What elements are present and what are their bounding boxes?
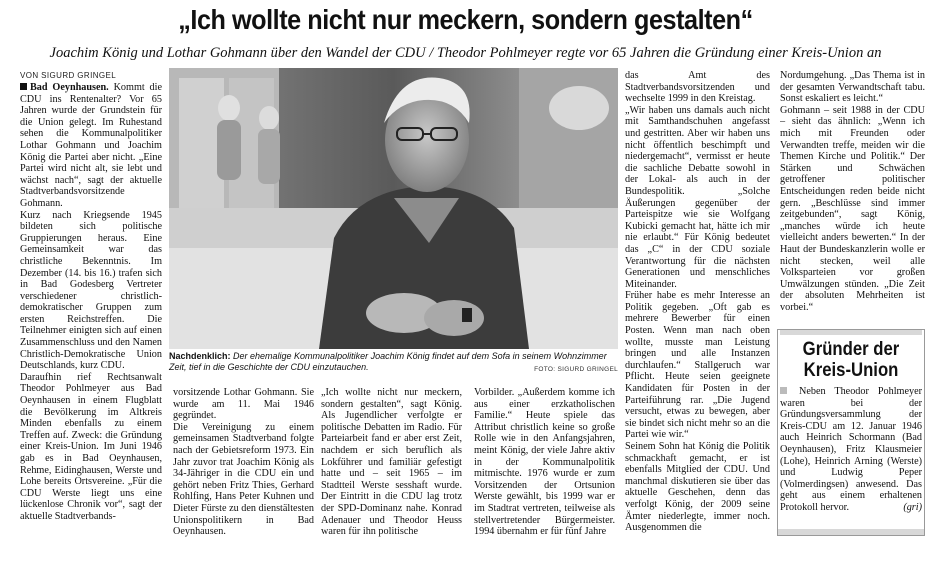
infobox (777, 329, 925, 536)
article-subheadline: Joachim König und Lothar Gohmann über den Wandel der CDU / Theodor Pohlmeyer regte vor 65 Jahren die Gründung einer Kreis-Union an (49, 45, 882, 61)
infobox-bottom-rule (778, 529, 924, 535)
photo-man-on-sofa (169, 68, 618, 349)
article-column-6: Nordumgehung. „Das Thema ist in der gesamten Verwandtschaft tabu. Sonst eskaliert es leicht.“ Gohmann – seit 1988 in der CDU – sieht das ähnlich: „Wenn ich mich mit Freunden oder Verwandten treffe, meiden wir die Themen Kirche und Politik.“ Der Stärken und Schwächen getroffener politischer Entscheidungen reden beide nicht gern. „Beschlüsse sind immer zeitgebunden“, sagt König, „manches würde ich heute vielleicht anders bewerten.“ In der Haut der Bundeskanzlerin wolle er nicht stecken, weil alle Volksparteien vor großen Umwälzungen stünden. „Die Zeit der absoluten Mehrheiten ist vorbei.“ (780, 70, 925, 313)
article-column-2: vorsitzende Lothar Gohmann. Sie wurde am 11. Mai 1946 gegründet. Die Vereinigung zu einem gemeinsamen Stadtverband folgte nach der Gebietsreform 1973. Ein Jahr zuvor trat Joachim König als 34-Jähriger in die CDU ein und gehört neben Fritz Thies, Gerhard Rohlfing, Hans Peter Kuhnen und Dieter Fürste zu den dienstältesten Unionspolitikern in Bad Oeynhausen. (173, 387, 314, 538)
caption-label: Nachdenklich: (169, 351, 231, 361)
article-column-1 (20, 82, 162, 552)
caption-text: Der ehemalige Kommunalpolitiker Joachim König findet auf dem Sofa in seinem Wohnzimmer Zeit, tief in die Geschichte der CDU einzutauchen. (169, 351, 607, 372)
article-column-5: das Amt des Stadtverbandsvorsitzenden und wechselte 1999 in den Kreistag. „Wir haben uns damals auch nicht mit Samthandschuhen angefasst und gestritten. Aber wir haben uns nicht öffentlich beschimpft und niedergemacht“, vermisst er heute die sachliche Debatte sowohl in der Lokal- als auch in der Bundespolitik. „Solche Äußerungen gegenüber der Parteispitze wie sie Wolfgang Kubicki gemacht hat, hätte ich mir nie erlaubt.“ Für König bedeutet das „C“ in der CDU soziale Verantwortung für die nächsten Generationen und menschliches Miteinander. Früher habe es mehr Interesse an Politik gegeben. „Oft gab es mehrere Bewerber für einen Posten. Wenn man nach oben wollte, musste man Leistung bringen und alle Instanzen durchlaufen.“ Stallgeruch war Pflicht. Heute seien geeignete Kandidaten für Posten in der Parteiführung rar. „Die Jugend versucht, etwas zu bewegen, aber sie bindet sich nicht mehr so an die Partei wie wir.“ Seinem Sohn hat König die Politik schmackhaft gemacht, er ist ebenfalls Mitglied der CDU. Und manchmal diskutieren sie über das aktuelle Geschehen, denn das verfolgt König, der 2009 seine Ämter niederlegte, immer noch. Ausgenommen die (625, 70, 770, 534)
infobox-lead-square-icon (780, 387, 787, 394)
dateline: Bad Oeynhausen. (30, 82, 109, 93)
article-headline: „Ich wollte nicht nur meckern, sondern gestalten“ (178, 4, 753, 35)
photo-credit: FOTO: SIGURD GRINGEL (534, 366, 618, 373)
infobox-sign: (gri) (903, 501, 922, 513)
article-column-4: Vorbilder. „Außerdem komme ich aus einer erzkatholischen Familie.“ Heute spiele das Attribut christlich keine so große Rolle wie in den Anfangsjahren, meint König, der viele Jahre aktiv in der Kommunalpolitik mitmischte. 1976 wurde er zum Vorsitzenden der Ortsunion Werste gewählt, bis 1999 war er im Stadtrat vertreten, teilweise als stellvertretender Bürgermeister. 1994 übernahm er für fünf Jahre (474, 387, 615, 538)
byline: VON SIGURD GRINGEL (20, 71, 117, 80)
infobox-title: Gründer der Kreis-Union (802, 339, 900, 381)
photo-caption (169, 351, 618, 375)
infobox-text (780, 386, 922, 514)
infobox-body: Neben Theodor Pohlmeyer waren bei der Gründungsversammlung der Kreis-CDU am 12. Januar 1946 auch Heinrich Schormann (Bad Oeynhausen), Fritz Klausmeier (Lohe), Heinrich Arning (Werste) und Ludwig Peper (Volmerdingsen) anwesend. Das geht aus einem erhaltenen Protokoll hervor. (780, 386, 922, 513)
article-column-3: „Ich wollte nicht nur meckern, sondern gestalten“, sagt König. Als Jugendlicher verfolgte er politische Debatten im Radio. Für Parteiarbeit fand er aber erst Zeit, nachdem er sich beruflich als Lokführer und familiär gefestigt hatte und – seit 1965 – im Stadtteil Werste sesshaft wurde. Der Eintritt in die CDU lag trotz der SPD-Dominanz nahe. Konrad Adenauer und Theodor Heuss waren für ihn politische (321, 387, 462, 538)
article-photo (169, 68, 618, 349)
infobox-top-rule (780, 330, 922, 335)
column-1-text: Kommt die CDU ins Rentenalter? Vor 65 Jahren wurde der Grundstein für die Union gelegt. Im Ruhestand sehen die Kommunalpolitiker Lothar Gohmann und Joachim König die Partei aber nicht. „Eine Partei wird nicht alt, sie lebt und wächst nach“, sagt der aktuelle Stadtverbandsvorsitzende Gohmann. Kurz nach Kriegsende 1945 bildeten sich politische Gruppierungen heraus. Eine Gemeinsamkeit war das christliche Bekenntnis. Im Dezember (14. bis 16.) trafen sich in Bad Godesberg Vertreter verschiedener christlich-demokratischer Gruppen zum ersten Reichstreffen. Die Teilnehmer einigten sich auf einen Zusammenschluss und den Namen Christlich-Demokratische Union Deutschlands, kurz CDU. Daraufhin rief Rechtsanwalt Theodor Pohlmeyer aus Bad Oeynhausen in einem Flugblatt die Bevölkerung im Altkreis Minden ebenfalls zu einem Treffen auf. Zweck: die Gründung einer Kreis-Union. Im Juni 1946 gab es in Bad Oeynhausen, Rehme, Eidinghausen, Werste und Lohe bereits Ortsvereine. „Für die CDU Werste liegt uns eine lückenlose Chronik vor“, sagt der aktuelle Stadtverbands- (20, 82, 162, 522)
lead-square-icon (20, 83, 27, 90)
